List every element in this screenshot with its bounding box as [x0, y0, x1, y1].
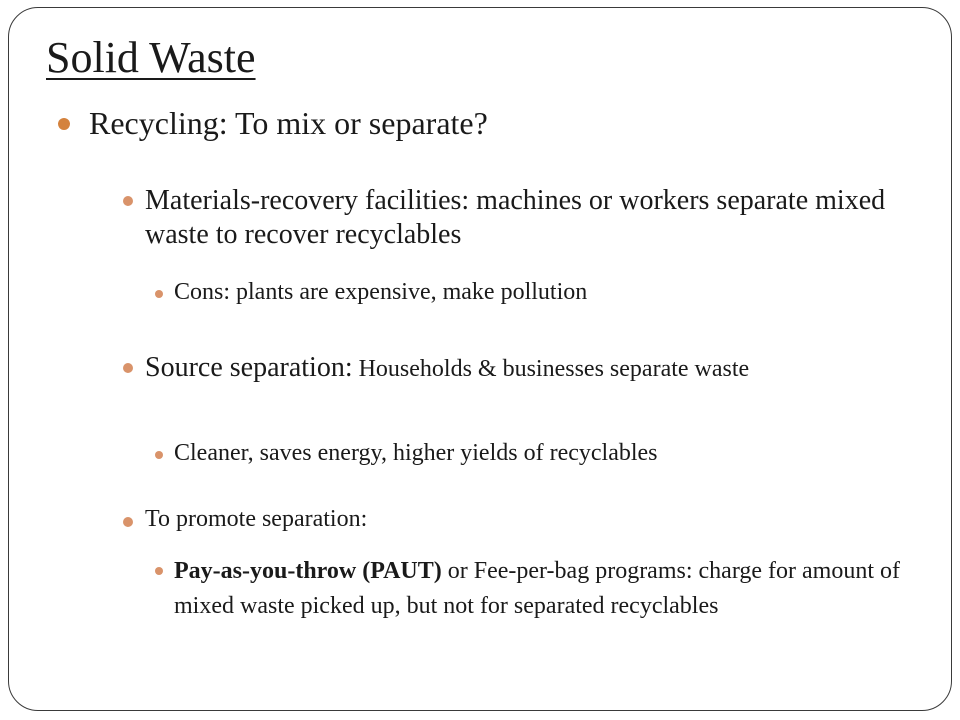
- bullet-source-separation-pros: Cleaner, saves energy, higher yields of recyclables: [174, 440, 658, 466]
- bullet-dot-icon: [123, 196, 133, 206]
- bullet-dot-icon: [123, 363, 133, 373]
- slide: [8, 7, 952, 711]
- bullet-dot-icon: [155, 451, 163, 459]
- bullet-dot-icon: [123, 517, 133, 527]
- bullet-source-separation: [145, 351, 915, 385]
- bullet-payt: [174, 554, 904, 624]
- bullet-mrf-cons: Cons: plants are expensive, make pollution: [174, 279, 588, 305]
- bullet-dot-icon: [155, 290, 163, 298]
- payt-label: Pay-as-you-throw (PAUT): [174, 558, 442, 584]
- bullet-mrf: Materials-recovery facilities: machines or workers separate mixed waste to recover recyclables: [145, 185, 886, 251]
- source-separation-text: Households & businesses separate waste: [352, 356, 750, 382]
- source-separation-label: Source separation:: [145, 352, 353, 383]
- bullet-recycling: Recycling: To mix or separate?: [89, 105, 488, 141]
- bullet-dot-icon: [58, 118, 70, 130]
- bullet-promote-separation: To promote separation:: [145, 506, 368, 532]
- bullet-dot-icon: [155, 567, 163, 575]
- slide-title: Solid Waste: [46, 33, 256, 82]
- payt-text: or Fee-per-bag programs: charge for amount of mixed waste picked up, but not for separated recyclables: [174, 558, 900, 619]
